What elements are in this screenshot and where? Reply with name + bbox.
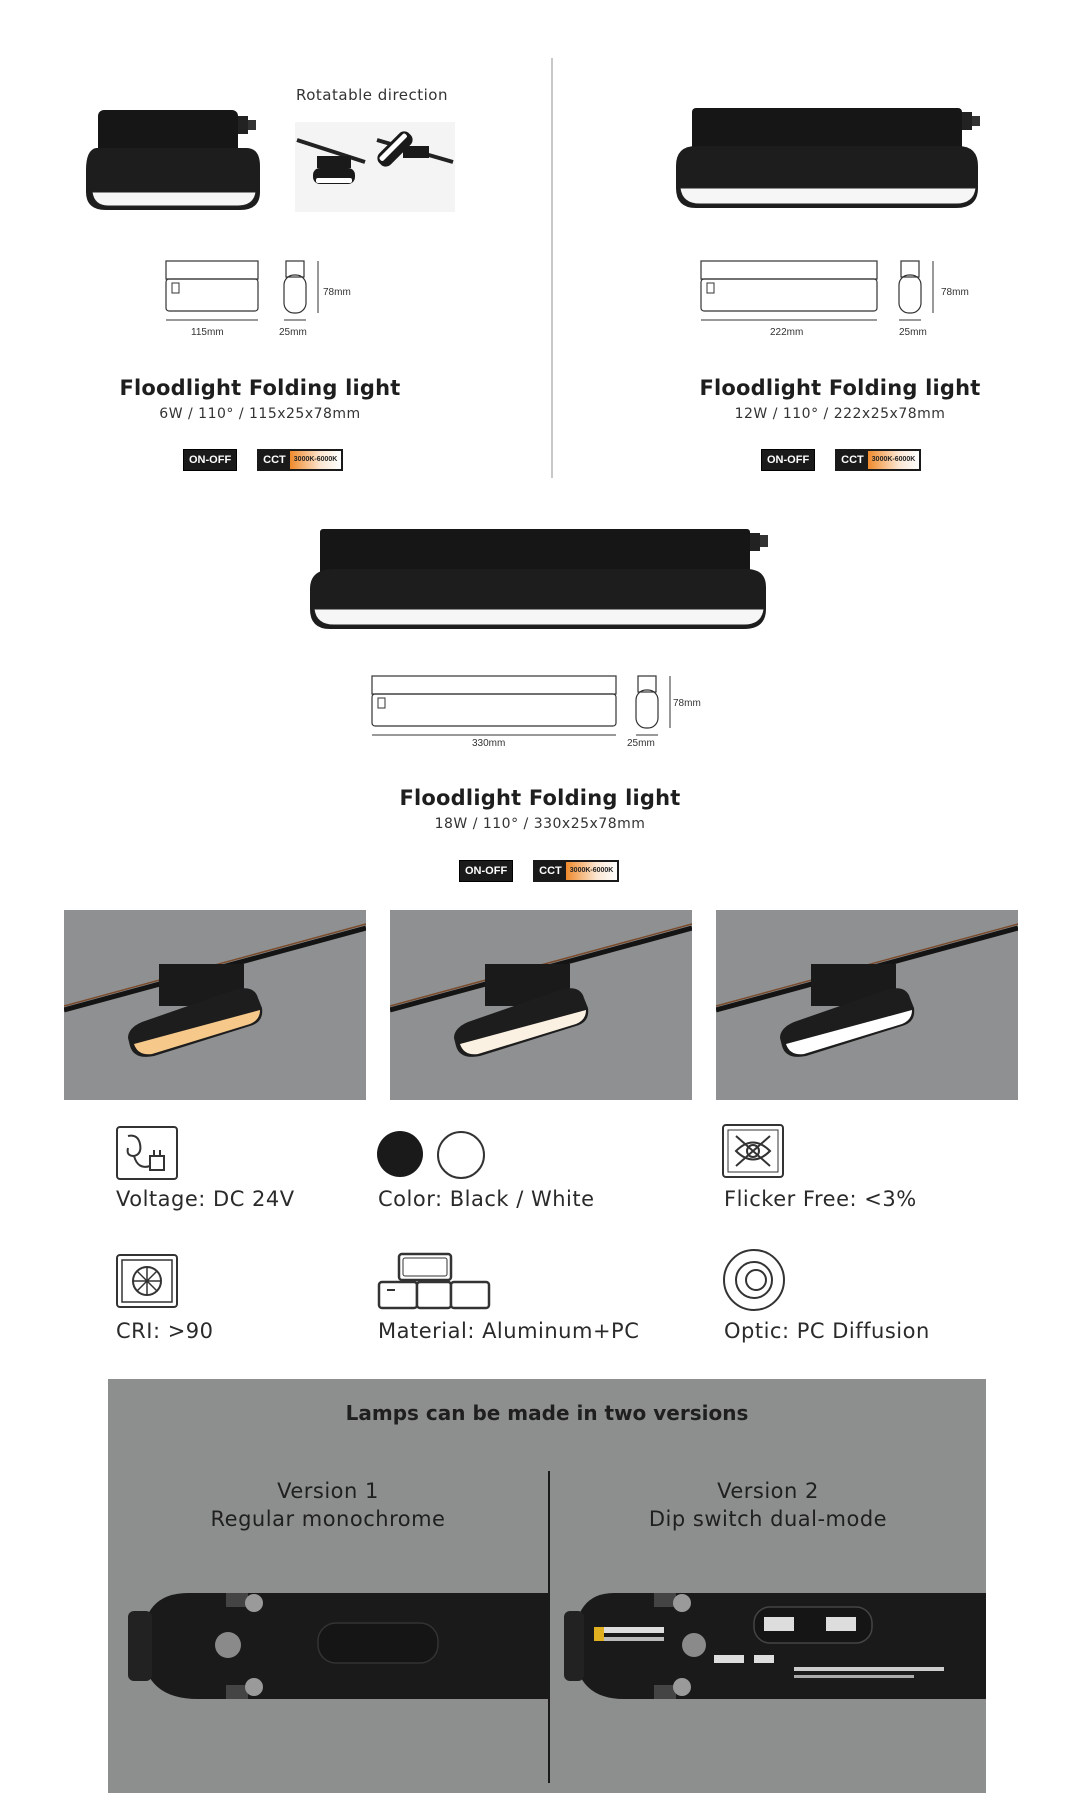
optic-icon — [720, 1248, 788, 1312]
product-title: Floodlight Folding light — [699, 376, 981, 400]
cct-range: 3000K-6000K — [868, 451, 920, 469]
badge-row — [761, 449, 921, 471]
product-6w — [0, 0, 550, 480]
dim-length: 330mm — [472, 738, 506, 749]
product-caption-18w — [340, 786, 740, 832]
photo-warm-light — [64, 910, 366, 1100]
versions-panel — [108, 1379, 986, 1793]
cct-badge — [257, 449, 343, 471]
cri-icon — [116, 1254, 178, 1308]
flicker-free-label: Flicker Free: <3% — [724, 1187, 917, 1211]
cct-label: CCT — [841, 454, 864, 466]
cct-badge — [533, 860, 619, 882]
cri-label: CRI: >90 — [116, 1319, 214, 1343]
product-spec: 6W / 110° / 115x25x78mm — [159, 406, 361, 422]
product-spec: 12W / 110° / 222x25x78mm — [734, 406, 946, 422]
version-2-lamp-image — [564, 1583, 986, 1753]
plug-icon — [116, 1126, 178, 1180]
on-off-badge: ON-OFF — [459, 860, 513, 882]
on-off-badge: ON-OFF — [183, 449, 237, 471]
version-1-lamp-image — [128, 1583, 548, 1753]
dim-length: 222mm — [770, 327, 804, 338]
product-image-12w — [668, 100, 988, 212]
rotation-illustration — [295, 122, 455, 212]
dim-width: 25mm — [627, 738, 655, 749]
on-off-badge: ON-OFF — [761, 449, 815, 471]
product-title: Floodlight Folding light — [119, 376, 401, 400]
version-2-heading — [550, 1477, 986, 1533]
black-color-swatch — [377, 1131, 423, 1177]
dimension-drawing-12w — [695, 255, 955, 335]
cct-label: CCT — [263, 454, 286, 466]
cct-range: 3000K-6000K — [290, 451, 342, 469]
dim-length: 115mm — [191, 327, 224, 338]
cct-range: 3000K-6000K — [566, 862, 618, 880]
photo-neutral-light — [390, 910, 692, 1100]
product-title: Floodlight Folding light — [399, 786, 681, 810]
badge-row — [459, 860, 619, 882]
product-caption-12w — [640, 376, 1040, 422]
dim-width: 25mm — [899, 327, 927, 338]
voltage-label: Voltage: DC 24V — [116, 1187, 295, 1211]
badge-row — [183, 449, 343, 471]
material-label: Material: Aluminum+PC — [378, 1319, 640, 1343]
product-image-18w — [300, 525, 780, 637]
product-caption-6w — [60, 376, 460, 422]
rotatable-direction-label: Rotatable direction — [296, 86, 448, 104]
color-label: Color: Black / White — [378, 1187, 595, 1211]
product-image-6w — [78, 100, 268, 215]
product-18w — [0, 510, 1080, 890]
flicker-free-icon — [722, 1124, 784, 1178]
dim-height: 78mm — [673, 698, 701, 709]
version-1-subtitle: Regular monochrome — [210, 1507, 446, 1531]
photo-cool-light — [716, 910, 1018, 1100]
version-1-heading — [108, 1477, 548, 1533]
cct-badge — [835, 449, 921, 471]
dim-width: 25mm — [279, 327, 307, 338]
optic-label: Optic: PC Diffusion — [724, 1319, 930, 1343]
product-spec: 18W / 110° / 330x25x78mm — [434, 816, 646, 832]
cct-label: CCT — [539, 865, 562, 877]
version-2-subtitle: Dip switch dual-mode — [648, 1507, 888, 1531]
version-2-title: Version 2 — [717, 1479, 819, 1503]
product-12w — [553, 0, 1080, 480]
version-1-title: Version 1 — [277, 1479, 379, 1503]
dim-height: 78mm — [323, 287, 351, 298]
white-color-swatch — [437, 1131, 485, 1179]
versions-title: Lamps can be made in two versions — [345, 1401, 749, 1425]
dim-height: 78mm — [941, 287, 969, 298]
material-icon — [377, 1252, 493, 1312]
